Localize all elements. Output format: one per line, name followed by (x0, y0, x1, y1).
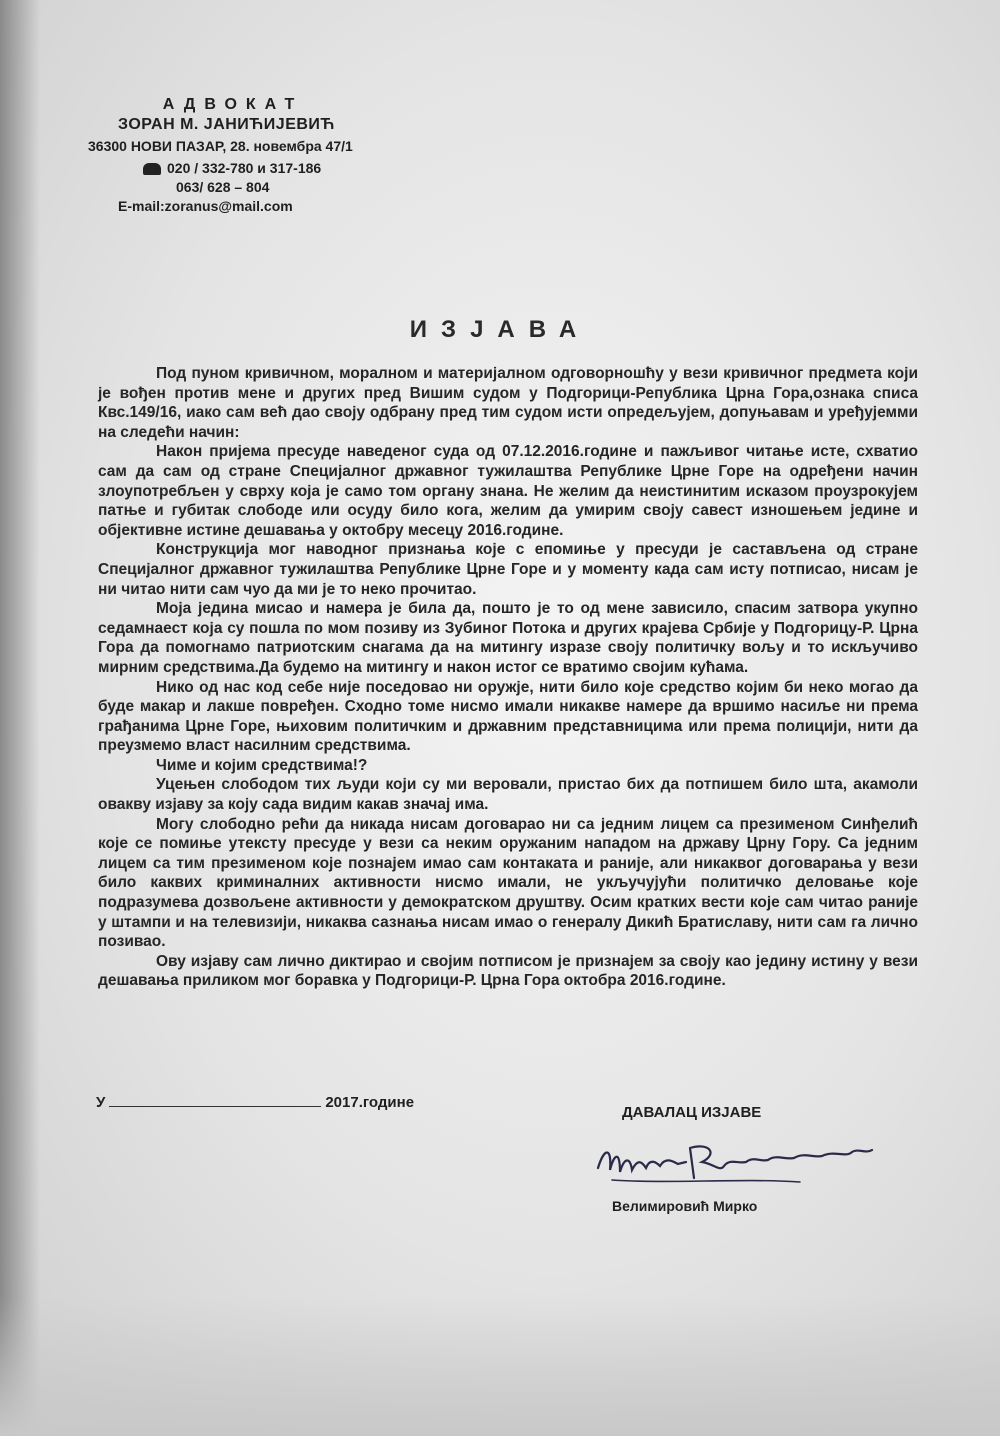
letterhead-phone: 020 / 332-780 и 317-186 (167, 160, 322, 176)
date-suffix: 2017.године (325, 1094, 415, 1111)
statement-paragraph: Након пријема пресуде наведеног суда од 07.12.2016.године и пажљивог читање исте, схватио сам да сам од стране Специјалног државног тужилаштва Републике Црне Горе на одређени начин злоупотребљен у сврху која је само том органу знана. Не желим да неистинитим исказом проузрокујем патње и губитак слободе или осуду било кога, желим да умирим своју савест изношењем једине и објективне истине дешавања у октобру месецу 2016.године. (98, 443, 918, 539)
statement-paragraph: Уцењен слободом тих људи који су ми веровали, пристао бих да потпишем било шта, акамоли овакву изјаву за коју сада видим какав значај има. (98, 776, 918, 814)
date-prefix: У (96, 1094, 106, 1111)
scan-shadow-bottom (0, 1296, 1000, 1436)
statement-paragraph: Моја једина мисао и намера је била да, пошто је то од мене зависило, спасим затвора укупно седамнаест која су пошла по мом позиву из Зубиног Потока и других крајева Србије у Подгорицу-Р. Црна Гора да помогнамо патриотским снагама да на митингу изразе своју политичку вољу и то искључиво мирним средствима.Да будемо на митингу и након истог се вратимо својим кућама. (98, 600, 918, 676)
letterhead (88, 96, 418, 214)
statement-paragraph: Под пуном кривичном, моралном и материјалном одговорношћу у вези кривичног предмета који је вођен против мене и других пред Вишим судом у Подгорици-Република Црна Гора,ознака списа Квс.149/16, иако сам већ дао своју одбрану пред тим судом исти опредељујем, допуњавам и уређујемми на следећи начин: (98, 365, 918, 441)
letterhead-name: ЗОРАН М. ЈАНИЋИЈЕВИЋ (118, 116, 335, 133)
statement-paragraph: Чиме и којим средствима!? (156, 756, 368, 774)
letterhead-mobile: 063/ 628 – 804 (176, 179, 270, 195)
date-line (96, 1094, 414, 1111)
statement-giver-label: ДАВАЛАЦ ИЗЈАВЕ (622, 1104, 762, 1121)
letterhead-title: АДВОКАТ (162, 96, 304, 113)
statement-body (98, 364, 918, 991)
letterhead-address: 36300 НОВИ ПАЗАР, 28. новембра 47/1 (88, 138, 353, 154)
statement-paragraph: Могу слободно рећи да никада нисам договарао ни са једним лицем са презименом Синђелић које се помиње утексту пресуде у вези са неким оружаним нападом на државу Црну Гору. Са једним лицем са тим презименом које познајем имао сам контаката и раније, али никаквог договарања у вези било каквих криминалних активности нисмо имали, не укључујући политичко деловање које подразумева дозвољене активности у демократском друштву. Осим кратких вести које сам читао раније у штампи и на телевизији, никаква сазнања нисам имао о генералу Дикић Братиславу, нити сам га лично позивао. (98, 815, 918, 951)
letterhead-email: E-mail:zoranus@mail.com (118, 198, 293, 214)
signer-name: Велимировић Мирко (612, 1198, 758, 1214)
statement-paragraph: Нико од нас код себе није поседовао ни оружје, нити било које средство којим би неко могао да буде макар и лакше повређен. Сходно томе нисмо имали никакве намере да вршимо насиље ни према грађанима Црне Горе, њиховим политичким и државним представницима или према полицији, нити да преузмемо власт насилним средствима. (98, 678, 918, 755)
document-title: ИЗЈАВА (409, 316, 591, 343)
phone-icon (143, 163, 161, 175)
handwritten-signature (590, 1128, 890, 1198)
statement-paragraph: Ову изјаву сам лично диктирао и својим потписом је признајем за своју као једину истину у вези дешавања приликом мог боравка у Подгорици-Р. Црна Гора октобра 2016.године. (98, 952, 918, 990)
scan-shadow-left (0, 0, 40, 1436)
letterhead-phone-row (143, 160, 418, 176)
statement-paragraph: Конструкција мог наводног признања које с епомиње у пресуди је састављена од стране Специјалног државног тужилаштва Републике Црне Горе и у моменту када сам исту потписао, нисам је ни читао нити сам чуо да ми је то неко прочитао. (98, 541, 918, 598)
date-blank (109, 1094, 321, 1107)
